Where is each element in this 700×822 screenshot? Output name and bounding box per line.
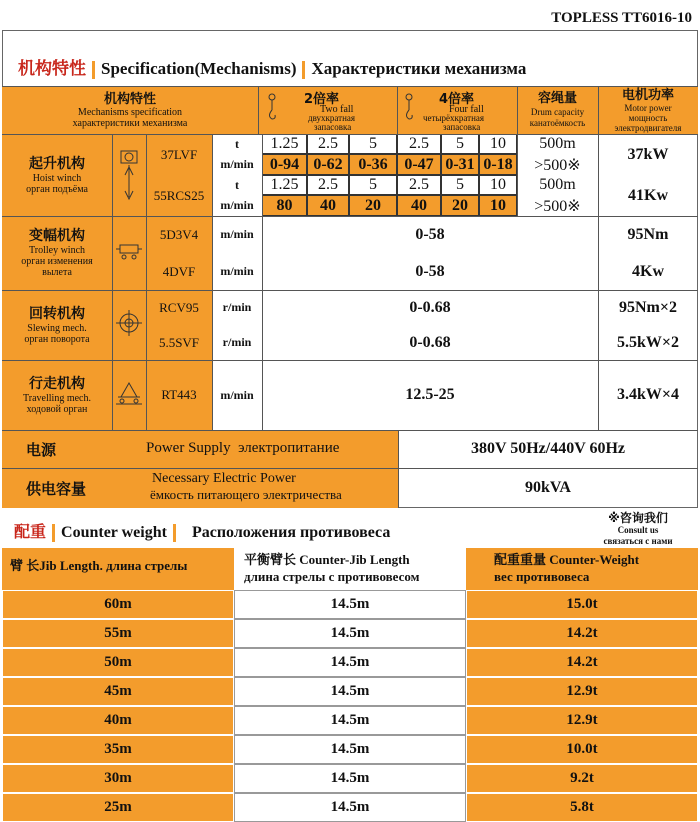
mech-speed: 0-0.68 bbox=[409, 333, 451, 351]
mech-name-cn: 变幅机构 bbox=[29, 228, 85, 244]
grid-line bbox=[2, 290, 698, 291]
counter-jib-length: 14.5m bbox=[234, 735, 466, 764]
counter-jib-length: 14.5m bbox=[234, 764, 466, 793]
jib-length: 45m bbox=[2, 677, 234, 706]
unit-speed: m/min bbox=[220, 198, 254, 212]
counter-jib-length: 14.5m bbox=[234, 677, 466, 706]
jib-length: 25m bbox=[2, 793, 234, 822]
counter-jib-length: 14.5m bbox=[234, 648, 466, 677]
power-cap-en: Necessary Electric Power bbox=[152, 471, 296, 486]
mechanism-icon-cell bbox=[112, 216, 146, 290]
hdr-drum-cn: 容绳量 bbox=[537, 91, 577, 106]
hook-icon bbox=[264, 92, 280, 122]
drum-capacity-more: >500※ bbox=[534, 197, 581, 215]
power-supply-row bbox=[2, 430, 398, 468]
hook-icon bbox=[401, 92, 417, 122]
counter-title bbox=[14, 519, 390, 542]
jib-length: 55m bbox=[2, 619, 234, 648]
counter-title-en: Counter weight bbox=[61, 524, 167, 541]
hdr-drum-en: Drum capacity bbox=[530, 107, 585, 117]
grid-line bbox=[2, 134, 698, 135]
mech-name-en: Travelling mech. bbox=[23, 392, 91, 404]
mech-unit: r/min bbox=[222, 300, 252, 314]
counter-weight: 15.0t bbox=[466, 590, 698, 619]
counter-header-weight-l1: 配重重量 Counter-Weight bbox=[494, 552, 640, 567]
hdr-motor-cn: 电机功率 bbox=[621, 87, 674, 103]
speed-value: 10 bbox=[479, 195, 517, 216]
load-value: 5 bbox=[441, 134, 479, 154]
mechanism-icon-cell bbox=[112, 360, 146, 430]
speed-value: 0-36 bbox=[349, 154, 397, 175]
hdr-two-ru2: запасовка bbox=[314, 122, 352, 132]
hdr-motor-ru2: электродвигателя bbox=[614, 122, 682, 133]
load-value: 5 bbox=[349, 134, 397, 154]
counter-header-cjib bbox=[234, 548, 466, 590]
jib-length: 60m bbox=[2, 590, 234, 619]
grid-line bbox=[2, 86, 698, 87]
grid-line bbox=[258, 86, 259, 134]
power-supply-cn: 电源 bbox=[26, 441, 57, 459]
mech-name-en: Slewing mech. bbox=[27, 322, 87, 334]
grid-line bbox=[212, 134, 213, 430]
header-four-fall bbox=[397, 86, 517, 134]
counter-jib-length: 14.5m bbox=[234, 793, 466, 822]
spec-title-en: Specification(Mechanisms) bbox=[101, 59, 297, 78]
speed-value: 40 bbox=[307, 195, 349, 216]
power-cap-cn: 供电容量 bbox=[26, 480, 87, 498]
title-divider bbox=[302, 61, 305, 79]
hoist-name-cn: 起升机构 bbox=[29, 156, 85, 172]
hdr-mech-ru: характеристики механизма bbox=[72, 117, 188, 129]
jib-length: 30m bbox=[2, 764, 234, 793]
mech-unit: m/min bbox=[220, 264, 254, 278]
hdr-two-ru1: двухкратная bbox=[308, 113, 356, 123]
motor-power: 41Kw bbox=[628, 186, 668, 204]
consult-note bbox=[576, 510, 700, 548]
drum-capacity-more: >500※ bbox=[534, 156, 581, 174]
counter-header-weight-l2: вес противовеса bbox=[494, 569, 590, 584]
load-value: 1.25 bbox=[262, 175, 307, 195]
grid-line bbox=[112, 134, 113, 430]
slewing-icon bbox=[116, 310, 142, 341]
power-cap-ru: ёмкость питающего электричества bbox=[150, 487, 342, 502]
grid-line bbox=[517, 86, 518, 216]
header-two-fall bbox=[258, 86, 397, 134]
grid-line bbox=[2, 468, 698, 469]
counter-header-jib: 臂 长Jib Length. длина стрелы bbox=[2, 548, 234, 590]
hdr-mech-en: Mechanisms specification bbox=[77, 106, 183, 118]
spec-title-ru: Характеристики механизма bbox=[311, 59, 527, 78]
load-value: 5 bbox=[349, 175, 397, 195]
jib-length: 50m bbox=[2, 648, 234, 677]
mech-model: 4DVF bbox=[146, 253, 212, 290]
hoist-name-en: Hoist winch bbox=[32, 173, 82, 184]
title-divider bbox=[92, 61, 95, 79]
unit-speed: m/min bbox=[220, 157, 254, 171]
mech-model: 5.5SVF bbox=[146, 325, 212, 360]
mech-model: RT443 bbox=[146, 360, 212, 430]
counter-jib-length: 14.5m bbox=[234, 706, 466, 735]
spec-title-cn: 机构特性 bbox=[18, 59, 86, 79]
load-value: 10 bbox=[479, 134, 517, 154]
counter-title-ru: Расположения противовеса bbox=[191, 524, 391, 541]
mech-name-ru: ходовой орган bbox=[26, 403, 88, 415]
mech-name-ru: орган изменения bbox=[21, 256, 93, 267]
grid-line bbox=[262, 134, 263, 430]
mech-name-en: Trolley winch bbox=[28, 245, 86, 256]
counter-weight: 9.2t bbox=[466, 764, 698, 793]
load-value: 2.5 bbox=[397, 134, 441, 154]
mech-unit: m/min bbox=[220, 227, 254, 241]
grid-line bbox=[598, 86, 599, 430]
hdr-motor-ru1: мощность bbox=[628, 112, 668, 123]
drum-capacity: 500m bbox=[539, 176, 576, 193]
jib-length: 35m bbox=[2, 735, 234, 764]
load-value: 1.25 bbox=[262, 134, 307, 154]
counter-weight: 14.2t bbox=[466, 648, 698, 677]
speed-value: 0-18 bbox=[479, 154, 517, 175]
mech-name-ru: орган поворота bbox=[24, 333, 90, 345]
counter-weight: 5.8t bbox=[466, 793, 698, 822]
title-divider bbox=[173, 524, 176, 542]
drum-capacity: 500m bbox=[539, 135, 576, 152]
spec-title bbox=[18, 54, 526, 79]
header-motor bbox=[598, 86, 698, 134]
mech-name-cn: 回转机构 bbox=[29, 305, 85, 322]
mechanism-label bbox=[2, 216, 112, 290]
hdr-four-cn: 4倍率 bbox=[439, 92, 475, 107]
header-mech-spec bbox=[2, 86, 258, 134]
mech-unit: r/min bbox=[222, 335, 252, 349]
mechanism-icon-cell bbox=[112, 290, 146, 360]
jib-length: 40m bbox=[2, 706, 234, 735]
power-capacity-value: 90kVA bbox=[525, 479, 571, 496]
mech-power: 4Kw bbox=[632, 262, 664, 280]
load-value: 10 bbox=[479, 175, 517, 195]
grid-line bbox=[146, 134, 147, 430]
counter-jib-length: 14.5m bbox=[234, 590, 466, 619]
hoist-icon-cell bbox=[112, 134, 146, 216]
power-supply-value: 380V 50Hz/440V 60Hz bbox=[470, 440, 626, 457]
mech-speed: 12.5-25 bbox=[405, 386, 455, 403]
grid-line bbox=[397, 86, 398, 134]
document-code: TOPLESS TT6016-10 bbox=[551, 10, 692, 26]
hdr-motor-en: Motor power bbox=[624, 102, 672, 113]
consult-note-ru: связаться с нами bbox=[603, 536, 673, 546]
counter-jib-length: 14.5m bbox=[234, 619, 466, 648]
mechanism-label bbox=[2, 360, 112, 430]
hdr-four-en: Four fall bbox=[449, 104, 484, 115]
title-divider bbox=[52, 524, 55, 542]
mech-model: RCV95 bbox=[146, 290, 212, 325]
load-value: 5 bbox=[441, 175, 479, 195]
speed-value: 40 bbox=[397, 195, 441, 216]
hoist-model: 37LVF bbox=[146, 134, 212, 175]
mech-power: 3.4kW×4 bbox=[616, 386, 679, 403]
unit-t: t bbox=[235, 177, 239, 192]
grid-line bbox=[2, 360, 698, 361]
consult-note-en: Consult us bbox=[617, 525, 659, 535]
trolley-icon bbox=[116, 239, 142, 268]
speed-value: 20 bbox=[349, 195, 397, 216]
counter-title-cn: 配重 bbox=[14, 522, 47, 541]
mech-power: 95Nm bbox=[627, 225, 669, 243]
hdr-drum-ru: канатоёмкость bbox=[529, 118, 586, 128]
mech-model: 5D3V4 bbox=[146, 216, 212, 253]
load-value: 2.5 bbox=[307, 175, 349, 195]
speed-value: 20 bbox=[441, 195, 479, 216]
power-capacity-row bbox=[2, 468, 398, 508]
grid-line bbox=[2, 430, 698, 431]
mech-power: 5.5kW×2 bbox=[616, 333, 679, 351]
counter-weight: 10.0t bbox=[466, 735, 698, 764]
hoist-winch-icon bbox=[116, 145, 142, 205]
mech-name-cn: 行走机构 bbox=[29, 375, 85, 392]
counter-header-cjib-l2: длина стрелы с противовесом bbox=[244, 569, 420, 584]
unit-t: t bbox=[235, 136, 239, 151]
mech-unit: m/min bbox=[220, 387, 254, 402]
speed-value: 0-47 bbox=[397, 154, 441, 175]
mech-name-ru2: вылета bbox=[42, 267, 72, 278]
mech-speed: 0-58 bbox=[415, 225, 445, 243]
hoist-model: 55RCS25 bbox=[146, 175, 212, 216]
load-value: 2.5 bbox=[397, 175, 441, 195]
mech-speed: 0-0.68 bbox=[409, 298, 451, 316]
speed-value: 0-31 bbox=[441, 154, 479, 175]
power-supply-label: Power Supply электропитание bbox=[146, 440, 340, 456]
header-drum bbox=[517, 86, 598, 134]
hoist-label bbox=[2, 134, 112, 216]
speed-value: 0-94 bbox=[262, 154, 307, 175]
grid-line bbox=[398, 430, 399, 508]
hdr-mech-cn: 机构特性 bbox=[103, 91, 156, 107]
counter-header-cjib-l1: 平衡臂长 Counter-Jib Length bbox=[244, 552, 410, 567]
travel-icon bbox=[116, 381, 142, 410]
load-value: 2.5 bbox=[307, 134, 349, 154]
hdr-two-cn: 2倍率 bbox=[304, 92, 340, 107]
counter-weight: 12.9t bbox=[466, 706, 698, 735]
hoist-name-ru: орган подъёма bbox=[26, 184, 88, 195]
counter-weight: 14.2t bbox=[466, 619, 698, 648]
consult-note-cn: ※咨询我们 bbox=[608, 511, 668, 525]
mech-power: 95Nm×2 bbox=[619, 298, 677, 316]
grid-line bbox=[2, 216, 698, 217]
hdr-four-ru1: четырёхкратная bbox=[423, 113, 485, 123]
speed-value: 80 bbox=[262, 195, 307, 216]
speed-value: 0-62 bbox=[307, 154, 349, 175]
motor-power: 37kW bbox=[627, 145, 669, 163]
counter-header-weight bbox=[466, 548, 698, 590]
hdr-two-en: Two fall bbox=[320, 104, 354, 115]
mechanism-label bbox=[2, 290, 112, 360]
mech-speed: 0-58 bbox=[415, 262, 445, 280]
hdr-four-ru2: запасовка bbox=[443, 122, 481, 132]
counter-weight: 12.9t bbox=[466, 677, 698, 706]
